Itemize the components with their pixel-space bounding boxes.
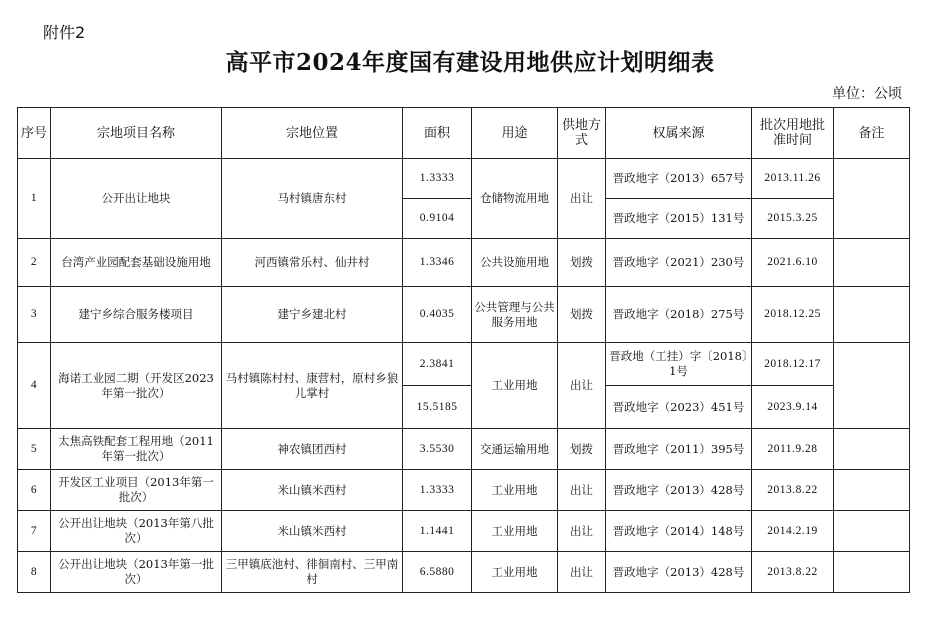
row-approval: 2014.2.19 xyxy=(752,511,834,552)
attachment-label: 附件2 xyxy=(43,23,86,42)
row-area: 0.9104 xyxy=(403,199,472,239)
row-name: 公开出让地块（2013年第一批次） xyxy=(51,552,222,593)
row-seq: 5 xyxy=(18,429,51,470)
header-approval: 批次用地批准时间 xyxy=(752,108,834,159)
row-approval: 2021.6.10 xyxy=(752,239,834,287)
row-location: 神农镇团西村 xyxy=(222,429,403,470)
document-title: 高平市2024年度国有建设用地供应计划明细表 xyxy=(225,49,715,76)
row-approval: 2011.9.28 xyxy=(752,429,834,470)
row-name: 公开出让地块（2013年第八批次） xyxy=(51,511,222,552)
row-location: 建宁乡建北村 xyxy=(222,287,403,343)
table-row xyxy=(18,429,910,470)
row-seq: 2 xyxy=(18,239,51,287)
row-supply: 划拨 xyxy=(558,429,606,470)
row-use: 工业用地 xyxy=(472,470,558,511)
row-remark xyxy=(834,470,910,511)
row-remark xyxy=(834,239,910,287)
row-supply: 划拨 xyxy=(558,287,606,343)
row-source: 晋政地字（2015）131号 xyxy=(606,199,752,239)
row-area: 1.3333 xyxy=(403,470,472,511)
row-approval: 2018.12.25 xyxy=(752,287,834,343)
row-source: 晋政地字（2011）395号 xyxy=(606,429,752,470)
table-row xyxy=(18,287,910,343)
row-location: 马村镇唐东村 xyxy=(222,159,403,239)
row-source: 晋政地字（2013）657号 xyxy=(606,159,752,199)
row-seq: 1 xyxy=(18,159,51,239)
row-approval: 2023.9.14 xyxy=(752,386,834,429)
row-seq: 8 xyxy=(18,552,51,593)
row-approval: 2018.12.17 xyxy=(752,343,834,386)
row-supply: 出让 xyxy=(558,343,606,429)
row-source: 晋政地字（2013）428号 xyxy=(606,552,752,593)
row-remark xyxy=(834,159,910,239)
table-row xyxy=(18,343,910,386)
row-supply: 出让 xyxy=(558,552,606,593)
row-use: 公共管理与公共服务用地 xyxy=(472,287,558,343)
row-approval: 2013.8.22 xyxy=(752,552,834,593)
row-area: 0.4035 xyxy=(403,287,472,343)
row-source: 晋政地字（2018）275号 xyxy=(606,287,752,343)
row-source: 晋政地字（2021）230号 xyxy=(606,239,752,287)
header-name: 宗地项目名称 xyxy=(51,108,222,159)
row-remark xyxy=(834,429,910,470)
row-area: 6.5880 xyxy=(403,552,472,593)
row-remark xyxy=(834,552,910,593)
row-remark xyxy=(834,343,910,429)
row-supply: 划拨 xyxy=(558,239,606,287)
row-location: 河西镇常乐村、仙井村 xyxy=(222,239,403,287)
row-area: 15.5185 xyxy=(403,386,472,429)
header-source: 权属来源 xyxy=(606,108,752,159)
row-use: 工业用地 xyxy=(472,343,558,429)
row-seq: 7 xyxy=(18,511,51,552)
row-area: 1.3333 xyxy=(403,159,472,199)
row-use: 仓储物流用地 xyxy=(472,159,558,239)
header-supply: 供地方式 xyxy=(558,108,606,159)
table-row xyxy=(18,511,910,552)
row-use: 公共设施用地 xyxy=(472,239,558,287)
header-remark: 备注 xyxy=(834,108,910,159)
row-seq: 6 xyxy=(18,470,51,511)
row-approval: 2013.11.26 xyxy=(752,159,834,199)
table-row xyxy=(18,159,910,199)
row-use: 交通运输用地 xyxy=(472,429,558,470)
row-area: 1.3346 xyxy=(403,239,472,287)
row-name: 海诺工业园二期（开发区2023年第一批次） xyxy=(51,343,222,429)
header-seq: 序号 xyxy=(18,108,51,159)
row-location: 米山镇米西村 xyxy=(222,470,403,511)
table-row xyxy=(18,552,910,593)
land-supply-table xyxy=(17,107,910,593)
row-area: 3.5530 xyxy=(403,429,472,470)
row-source: 晋政地字（2014）148号 xyxy=(606,511,752,552)
row-supply: 出让 xyxy=(558,470,606,511)
row-remark xyxy=(834,511,910,552)
row-name: 建宁乡综合服务楼项目 xyxy=(51,287,222,343)
row-source: 晋政地（工挂）字〔2018〕1号 xyxy=(606,343,752,386)
row-source: 晋政地字（2023）451号 xyxy=(606,386,752,429)
row-remark xyxy=(834,287,910,343)
header-area: 面积 xyxy=(403,108,472,159)
row-location: 米山镇米西村 xyxy=(222,511,403,552)
row-use: 工业用地 xyxy=(472,552,558,593)
row-supply: 出让 xyxy=(558,159,606,239)
row-area: 1.1441 xyxy=(403,511,472,552)
row-location: 三甲镇底池村、徘徊南村、三甲南村 xyxy=(222,552,403,593)
row-seq: 4 xyxy=(18,343,51,429)
row-name: 台湾产业园配套基础设施用地 xyxy=(51,239,222,287)
row-name: 公开出让地块 xyxy=(51,159,222,239)
row-location: 马村镇陈村村、康营村，原村乡狼儿掌村 xyxy=(222,343,403,429)
table-row xyxy=(18,470,910,511)
row-name: 开发区工业项目（2013年第一批次） xyxy=(51,470,222,511)
table-row xyxy=(18,239,910,287)
row-approval: 2013.8.22 xyxy=(752,470,834,511)
header-use: 用途 xyxy=(472,108,558,159)
row-use: 工业用地 xyxy=(472,511,558,552)
table-header-row xyxy=(18,108,910,159)
row-seq: 3 xyxy=(18,287,51,343)
row-source: 晋政地字（2013）428号 xyxy=(606,470,752,511)
header-location: 宗地位置 xyxy=(222,108,403,159)
table-body xyxy=(18,159,910,593)
row-supply: 出让 xyxy=(558,511,606,552)
row-approval: 2015.3.25 xyxy=(752,199,834,239)
row-area: 2.3841 xyxy=(403,343,472,386)
unit-label: 单位：公顷 xyxy=(832,86,902,102)
row-name: 太焦高铁配套工程用地（2011年第一批次） xyxy=(51,429,222,470)
